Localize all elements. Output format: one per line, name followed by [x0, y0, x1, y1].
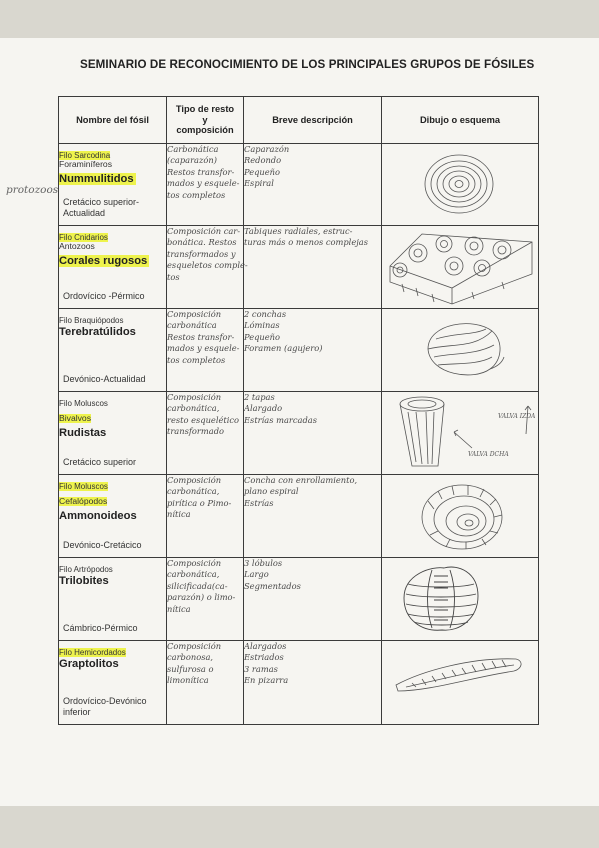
table-row — [59, 144, 539, 226]
class-label: Foraminíferos — [59, 159, 113, 169]
trilobite-sketch — [382, 558, 537, 638]
class-label: Antozoos — [59, 241, 95, 251]
phylum-label: Filo Cnidarios — [59, 233, 108, 242]
brachiopod-sketch — [382, 309, 537, 389]
age-range: Devónico-Cretácico — [63, 540, 142, 551]
age-range: Cretácico superior-Actualidad — [63, 197, 140, 219]
nummulite-sketch — [382, 144, 537, 224]
rudist-sketch — [382, 392, 537, 472]
age-range: Ordovícico -Pérmico — [63, 291, 145, 302]
ammonite-sketch — [382, 475, 537, 555]
header-drawing: Dibujo o esquema — [382, 97, 539, 144]
fossil-name-cell — [59, 144, 167, 226]
table-row — [59, 226, 539, 309]
fossil-table — [58, 96, 539, 725]
fossil-name: Nummulitidos — [59, 173, 134, 186]
fossil-name: Terebratúlidos — [59, 326, 136, 338]
phylum-label: Filo Braquiópodos — [59, 316, 124, 325]
label-valva-izda: VALVA IZDA — [498, 413, 536, 420]
phylum-label: Filo Moluscos — [59, 482, 108, 491]
fossil-name: Trilobites — [59, 575, 109, 587]
composition-cell: Composición carbonática, pirítica o Pimo- nítica — [167, 475, 244, 558]
fossil-name: Rudistas — [59, 427, 107, 439]
fossil-name-cell — [59, 558, 167, 641]
margin-note: protozoos — [6, 184, 59, 196]
drawing-cell — [382, 641, 539, 725]
drawing-cell — [382, 392, 539, 475]
table-row — [59, 475, 539, 558]
description-cell: 2 conchas Lóminas Pequeño Foramen (agujero) — [244, 309, 382, 392]
composition-cell: Composición carbonática Restos transfor- mados y esquele- tos completos — [167, 309, 244, 392]
class-label: Bivalvos — [59, 413, 91, 423]
description-cell: 2 tapas Alargado Estrías marcadas — [244, 392, 382, 475]
header-fossil-name: Nombre del fósil — [59, 97, 167, 144]
phylum-label: Filo Sarcodina — [59, 151, 111, 160]
fossil-name: Graptolitos — [59, 658, 119, 670]
age-range: Ordovícico-Devónico inferior — [63, 696, 147, 718]
graptolite-sketch — [382, 641, 537, 723]
age-range: Cámbrico-Pérmico — [63, 623, 138, 634]
composition-cell: Composición carbonosa, sulfurosa o limonítica — [167, 641, 244, 725]
fossil-name: Corales rugosos — [59, 255, 148, 268]
header-type-composition: Tipo de resto y composición — [167, 97, 244, 144]
drawing-cell — [382, 475, 539, 558]
page-title: SEMINARIO DE RECONOCIMIENTO DE LOS PRINCIPALES GRUPOS DE FÓSILES — [80, 58, 535, 71]
description-cell: 3 lóbulos Largo Segmentados — [244, 558, 382, 641]
phylum-label: Filo Moluscos — [59, 399, 108, 408]
description-cell: Tabiques radiales, estruc- turas más o menos complejas — [244, 226, 382, 309]
class-label: Cefalópodos — [59, 496, 108, 506]
fossil-name-cell — [59, 392, 167, 475]
drawing-cell — [382, 226, 539, 309]
table-row — [59, 392, 539, 475]
phylum-label: Filo Hemicordados — [59, 648, 126, 657]
table-row — [59, 309, 539, 392]
age-range: Cretácico superior — [63, 457, 137, 468]
composition-cell: Composición car- bonática. Restos transformados y esqueletos comple- tos — [167, 226, 244, 309]
phylum-label: Filo Artrópodos — [59, 565, 113, 574]
description-cell: Concha con enrollamiento, plano espiral Estrías — [244, 475, 382, 558]
description-cell: Alargados Estriados 3 ramas En pizarra — [244, 641, 382, 725]
fossil-name-cell — [59, 226, 167, 309]
composition-cell: Carbonática (caparazón) Restos transfor- mados y esquele- tos completos — [167, 144, 244, 226]
header-description: Breve descripción — [244, 97, 382, 144]
label-valva-dcha: VALVA DCHA — [468, 451, 509, 458]
table-row — [59, 558, 539, 641]
composition-cell: Composición carbonática, resto esquelético transformado — [167, 392, 244, 475]
fossil-name-cell — [59, 475, 167, 558]
table-row — [59, 641, 539, 725]
fossil-name-cell — [59, 641, 167, 725]
coral-sketch — [382, 226, 537, 306]
drawing-cell — [382, 144, 539, 226]
description-cell: Caparazón Redondo Pequeño Espiral — [244, 144, 382, 226]
drawing-cell — [382, 309, 539, 392]
drawing-cell — [382, 558, 539, 641]
fossil-name: Ammonoideos — [59, 510, 137, 522]
age-range: Devónico-Actualidad — [63, 374, 146, 385]
fossil-name-cell — [59, 309, 167, 392]
composition-cell: Composición carbonática, silicificada(ca- parazón) o limo- nítica — [167, 558, 244, 641]
